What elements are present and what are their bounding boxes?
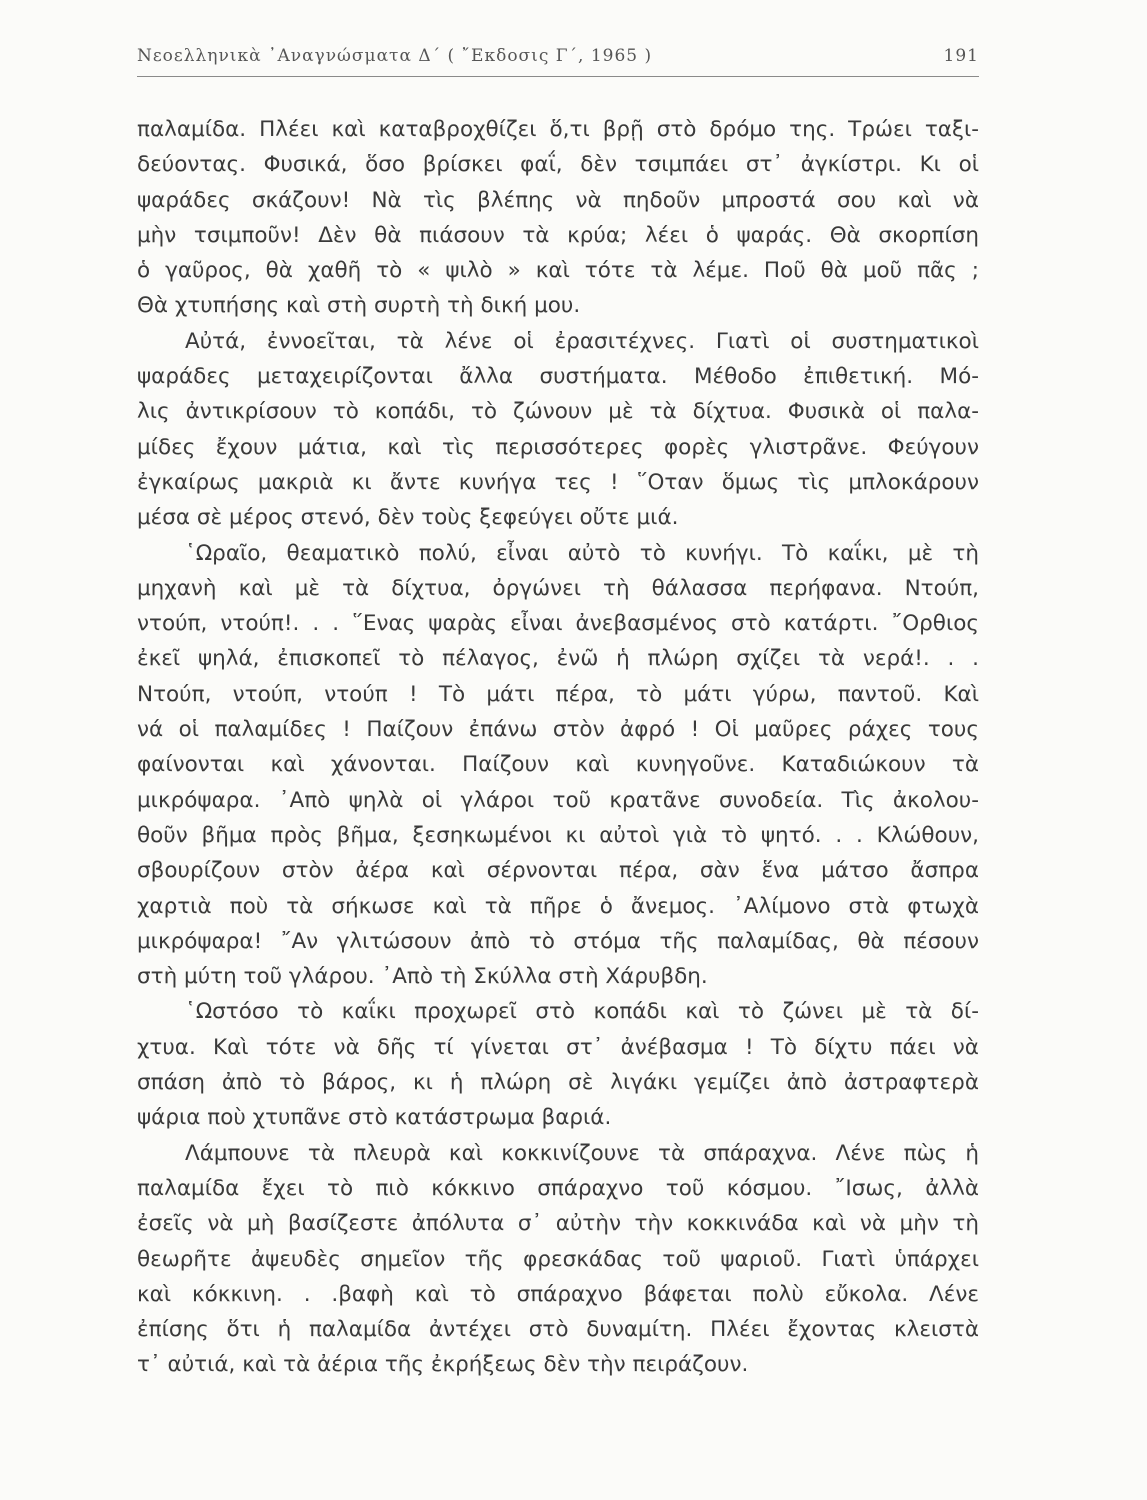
page-number: 191 bbox=[943, 46, 979, 66]
body-text bbox=[137, 112, 979, 1383]
text-line: ψάρια ποὺ χτυπᾶνε στὸ κατάστρωμα βαριά. bbox=[137, 1105, 612, 1131]
running-header bbox=[137, 42, 979, 76]
text-line: Ντούπ, ντούπ, ντούπ ! Τὸ μάτι πέρα, τὸ μάτι γύρω, παντοῦ. Καὶ bbox=[137, 681, 979, 707]
text-line: θεωρῆτε ἀψευδὲς σημεῖον τῆς φρεσκάδας τοῦ ψαριοῦ. Γιατὶ ὑπάρχει bbox=[137, 1246, 979, 1272]
text-line: νά οἱ παλαμίδες ! Παίζουν ἐπάνω στὸν ἀφρό ! Οἱ μαῦρες ράχες τους bbox=[137, 717, 979, 743]
text-line: Θὰ χτυπήσης καὶ στὴ συρτὴ τὴ δική μου. bbox=[137, 293, 581, 319]
text-line: χαρτιὰ ποὺ τὰ σήκωσε καὶ τὰ πῆρε ὁ ἄνεμος. ᾿Αλίμονο στὰ φτωχὰ bbox=[137, 893, 979, 919]
text-line: μηχανὴ καὶ μὲ τὰ δίχτυα, ὀργώνει τὴ θάλασσα περήφανα. Ντούπ, bbox=[137, 575, 979, 601]
text-line: μὴν τσιμποῦν! Δὲν θὰ πιάσουν τὰ κρύα; λέει ὁ ψαράς. Θὰ σκορπίση bbox=[137, 222, 979, 248]
text-line: μίδες ἔχουν μάτια, καὶ τὶς περισσότερες φορὲς γλιστρᾶνε. Φεύγουν bbox=[137, 434, 979, 460]
text-line: Αὐτά, ἐννοεῖται, τὰ λένε οἱ ἐρασιτέχνες. Γιατὶ οἱ συστηματικοὶ bbox=[185, 328, 979, 354]
text-line: δεύοντας. Φυσικά, ὅσο βρίσκει φαΐ, δὲν τσιμπάει στ᾿ ἀγκίστρι. Κι οἱ bbox=[137, 152, 979, 178]
text-line: θοῦν βῆμα πρὸς βῆμα, ξεσηκωμένοι κι αὐτοὶ γιὰ τὸ ψητό. . . Κλώθουν, bbox=[137, 822, 979, 848]
text-line: ὁ γαῦρος, θὰ χαθῆ τὸ « ψιλὸ » καὶ τότε τὰ λέμε. Ποῦ θὰ μοῦ πᾶς ; bbox=[137, 258, 979, 284]
text-line: λις ἀντικρίσουν τὸ κοπάδι, τὸ ζώνουν μὲ τὰ δίχτυα. Φυσικὰ οἱ παλα- bbox=[137, 399, 979, 425]
text-line: ψαράδες μεταχειρίζονται ἄλλα συστήματα. Μέθοδο ἐπιθετική. Μό- bbox=[137, 364, 979, 390]
text-line: παλαμίδα ἔχει τὸ πιὸ κόκκινο σπάραχνο τοῦ κόσμου. ῎Ισως, ἀλλὰ bbox=[137, 1175, 979, 1201]
text-line: ψαράδες σκάζουν! Νὰ τὶς βλέπης νὰ πηδοῦν μπροστά σου καὶ νὰ bbox=[137, 187, 979, 213]
text-line: ῾Ωστόσο τὸ καΐκι προχωρεῖ στὸ κοπάδι καὶ τὸ ζώνει μὲ τὰ δί- bbox=[185, 999, 979, 1025]
text-line: σβουρίζουν στὸν ἀέρα καὶ σέρνονται πέρα, σὰν ἕνα μάτσο ἄσπρα bbox=[137, 858, 979, 884]
text-line: τ᾿ αὐτιά, καὶ τὰ ἀέρια τῆς ἐκρήξεως δὲν τὴν πειράζουν. bbox=[137, 1352, 749, 1378]
text-line: στὴ μύτη τοῦ γλάρου. ᾿Απὸ τὴ Σκύλλα στὴ Χάρυβδη. bbox=[137, 964, 708, 990]
text-line: Λάμπουνε τὰ πλευρὰ καὶ κοκκινίζουνε τὰ σπάραχνα. Λένε πὼς ἡ bbox=[185, 1140, 979, 1166]
text-line: ἐσεῖς νὰ μὴ βασίζεστε ἀπόλυτα σ᾿ αὐτὴν τὴν κοκκινάδα καὶ νὰ μὴν τὴ bbox=[137, 1211, 979, 1237]
text-line: ἐκεῖ ψηλά, ἐπισκοπεῖ τὸ πέλαγος, ἐνῶ ἡ πλώρη σχίζει τὰ νερά!. . . bbox=[137, 646, 979, 672]
text-line: μικρόψαρα. ᾿Απὸ ψηλὰ οἱ γλάροι τοῦ κρατᾶνε συνοδεία. Τὶς ἀκολου- bbox=[137, 787, 979, 813]
text-line: μικρόψαρα! ῎Αν γλιτώσουν ἀπὸ τὸ στόμα τῆς παλαμίδας, θὰ πέσουν bbox=[137, 928, 979, 954]
header-rule bbox=[137, 76, 979, 77]
text-line: ἐγκαίρως μακριὰ κι ἄντε κυνήγα τες ! ῞Οταν ὅμως τὶς μπλοκάρουν bbox=[137, 469, 979, 495]
text-line: καὶ κόκκινη. . .βαφὴ καὶ τὸ σπάραχνο βάφεται πολὺ εὔκολα. Λένε bbox=[137, 1281, 979, 1307]
text-line: μέσα σὲ μέρος στενό, δὲν τοὺς ξεφεύγει οὔτε μιά. bbox=[137, 505, 679, 531]
text-line: ῾Ωραῖο, θεαματικὸ πολύ, εἶναι αὐτὸ τὸ κυνήγι. Τὸ καΐκι, μὲ τὴ bbox=[185, 540, 979, 566]
text-line: σπάση ἀπὸ τὸ βάρος, κι ἡ πλώρη σὲ λιγάκι γεμίζει ἀπὸ ἀστραφτερὰ bbox=[137, 1070, 979, 1096]
text-line: ντούπ, ντούπ!. . . ῞Ενας ψαρὰς εἶναι ἀνεβασμένος στὸ κατάρτι. ῎Ορθιος bbox=[137, 611, 979, 637]
text-line: ἐπίσης ὅτι ἡ παλαμίδα ἀντέχει στὸ δυναμίτη. Πλέει ἔχοντας κλειστὰ bbox=[137, 1317, 979, 1343]
text-line: παλαμίδα. Πλέει καὶ καταβροχθίζει ὅ,τι βρῇ στὸ δρόμο της. Τρώει ταξι- bbox=[137, 117, 979, 142]
header-title: Νεοελληνικὰ ᾿Αναγνώσματα Δ΄ ( ῎Εκδοσις Γ΄, 1965 ) bbox=[137, 46, 653, 66]
text-line: φαίνονται καὶ χάνονται. Παίζουν καὶ κυνηγοῦνε. Καταδιώκουν τὰ bbox=[137, 752, 979, 778]
text-line: χτυα. Καὶ τότε νὰ δῆς τί γίνεται στ᾿ ἀνέβασμα ! Τὸ δίχτυ πάει νὰ bbox=[137, 1034, 979, 1060]
